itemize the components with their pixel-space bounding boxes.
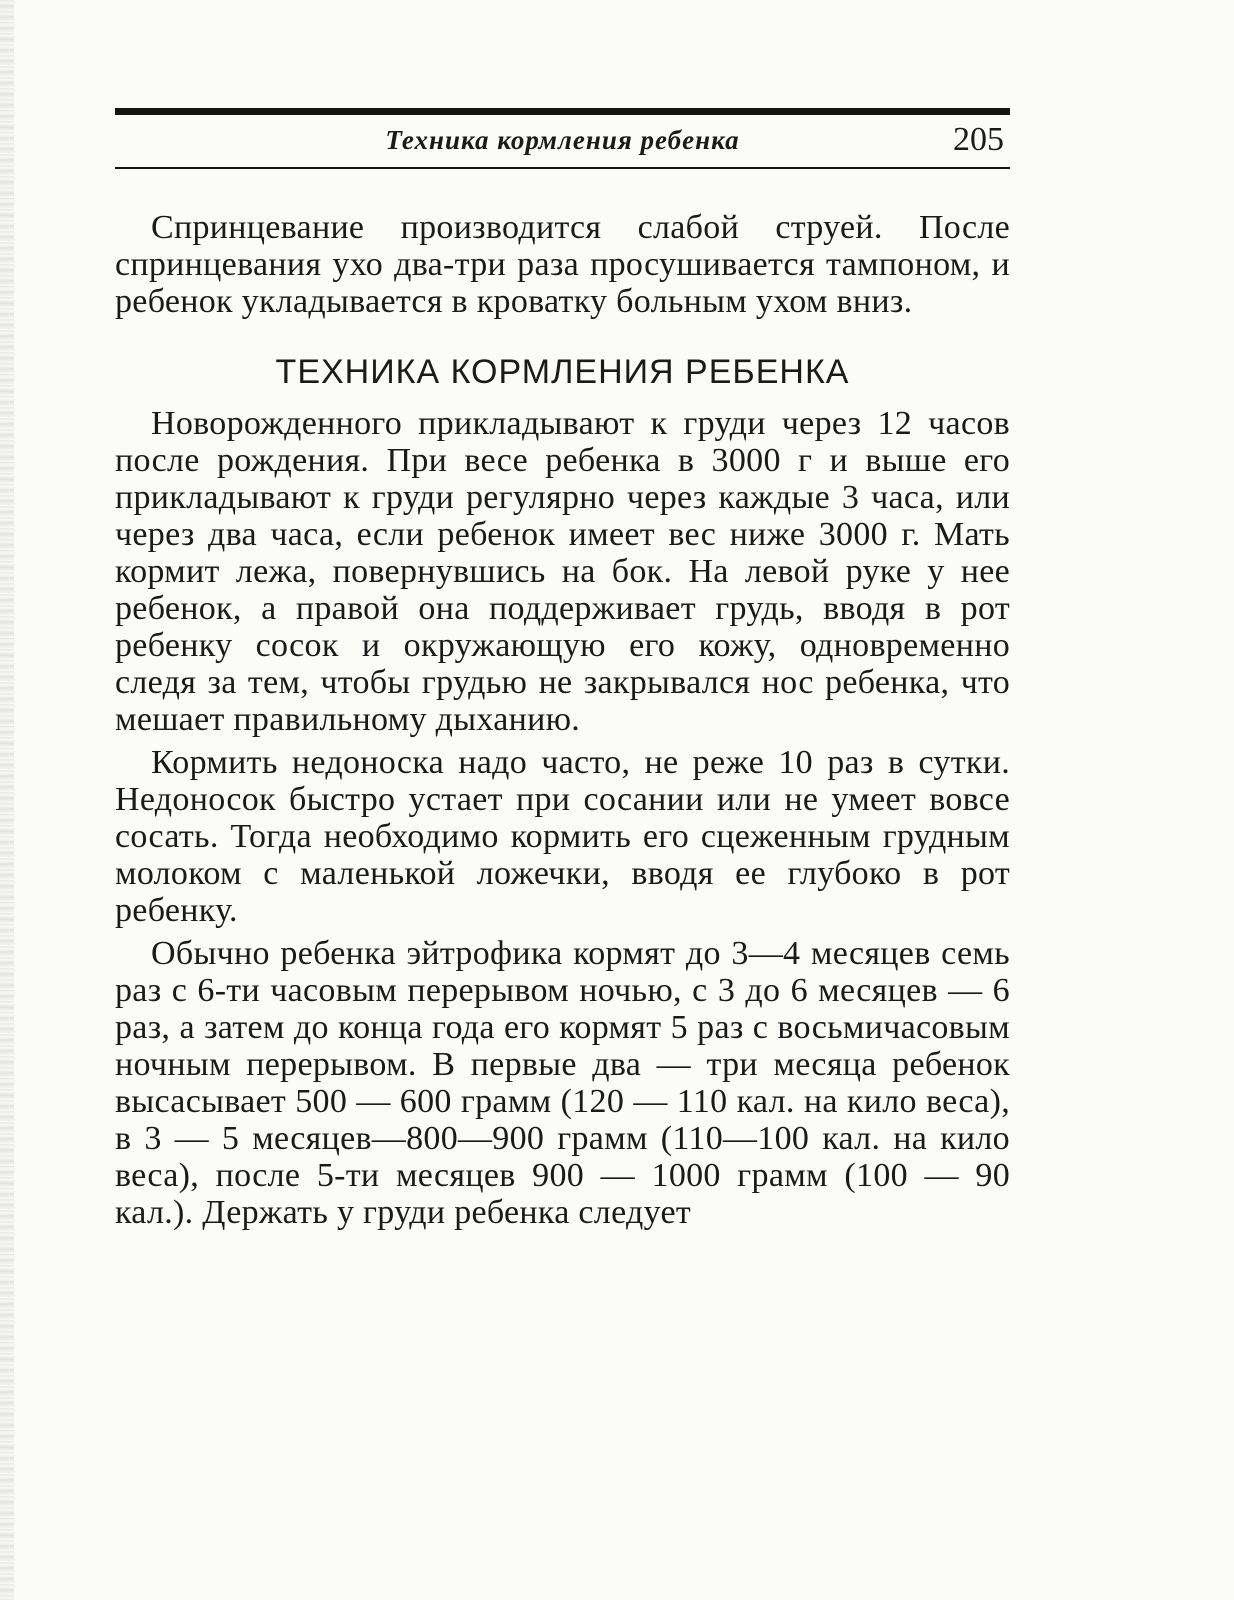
scan-edge [0, 0, 14, 1600]
body-text [115, 209, 1010, 1231]
running-title: Техника кормления ребенка [385, 125, 740, 155]
intro-paragraph: Спринцевание производится слабой струей. После спринцевания ухо два-три раза просушивается тампоном, и ребенок укладывается в кроватку больным ухом вниз. [115, 209, 1010, 320]
page-number: 205 [953, 121, 1004, 158]
section-heading: ТЕХНИКА КОРМЛЕНИЯ РЕБЕНКА [275, 353, 850, 391]
paragraph-newborn-feeding: Новорожденного прикладывают к груди через 12 часов после рождения. При весе ребенка в 3000 г и выше его прикладывают к груди регулярно через каждые 3 часа, или через два часа, если ребенок имеет вес ниже 3000 г. Мать кормит лежа, повернувшись на бок. На левой руке у нее ребенок, а правой она поддерживает грудь, вводя в рот ребенку сосок и окружающую его кожу, одновременно следя за тем, чтобы грудью не закрывался нос ребенка, что мешает правильному дыханию. [115, 405, 1010, 738]
running-header [115, 108, 1010, 169]
paragraph-feeding-schedule: Обычно ребенка эйтрофика кормят до 3—4 месяцев семь раз с 6-ти часовым перерывом ночью, с 3 до 6 месяцев — 6 раз, а затем до конца года его кормят 5 раз с восьмичасовым ночным перерывом. В первые два — три месяца ребенок высасывает 500 — 600 грамм (120 — 110 кал. на кило веса), в 3 — 5 месяцев—800—900 грамм (110—100 кал. на кило веса), после 5-ти месяцев 900 — 1000 грамм (100 — 90 кал.). Держать у груди ребенка следует [115, 935, 1010, 1231]
paragraph-premature-feeding: Кормить недоноска надо часто, не реже 10 раз в сутки. Недоносок быстро устает при сосании или не умеет вовсе сосать. Тогда необходимо кормить его сцеженным грудным молоком с маленькой ложечки, вводя ее глубоко в рот ребенку. [115, 744, 1010, 929]
book-page [115, 100, 1010, 1237]
